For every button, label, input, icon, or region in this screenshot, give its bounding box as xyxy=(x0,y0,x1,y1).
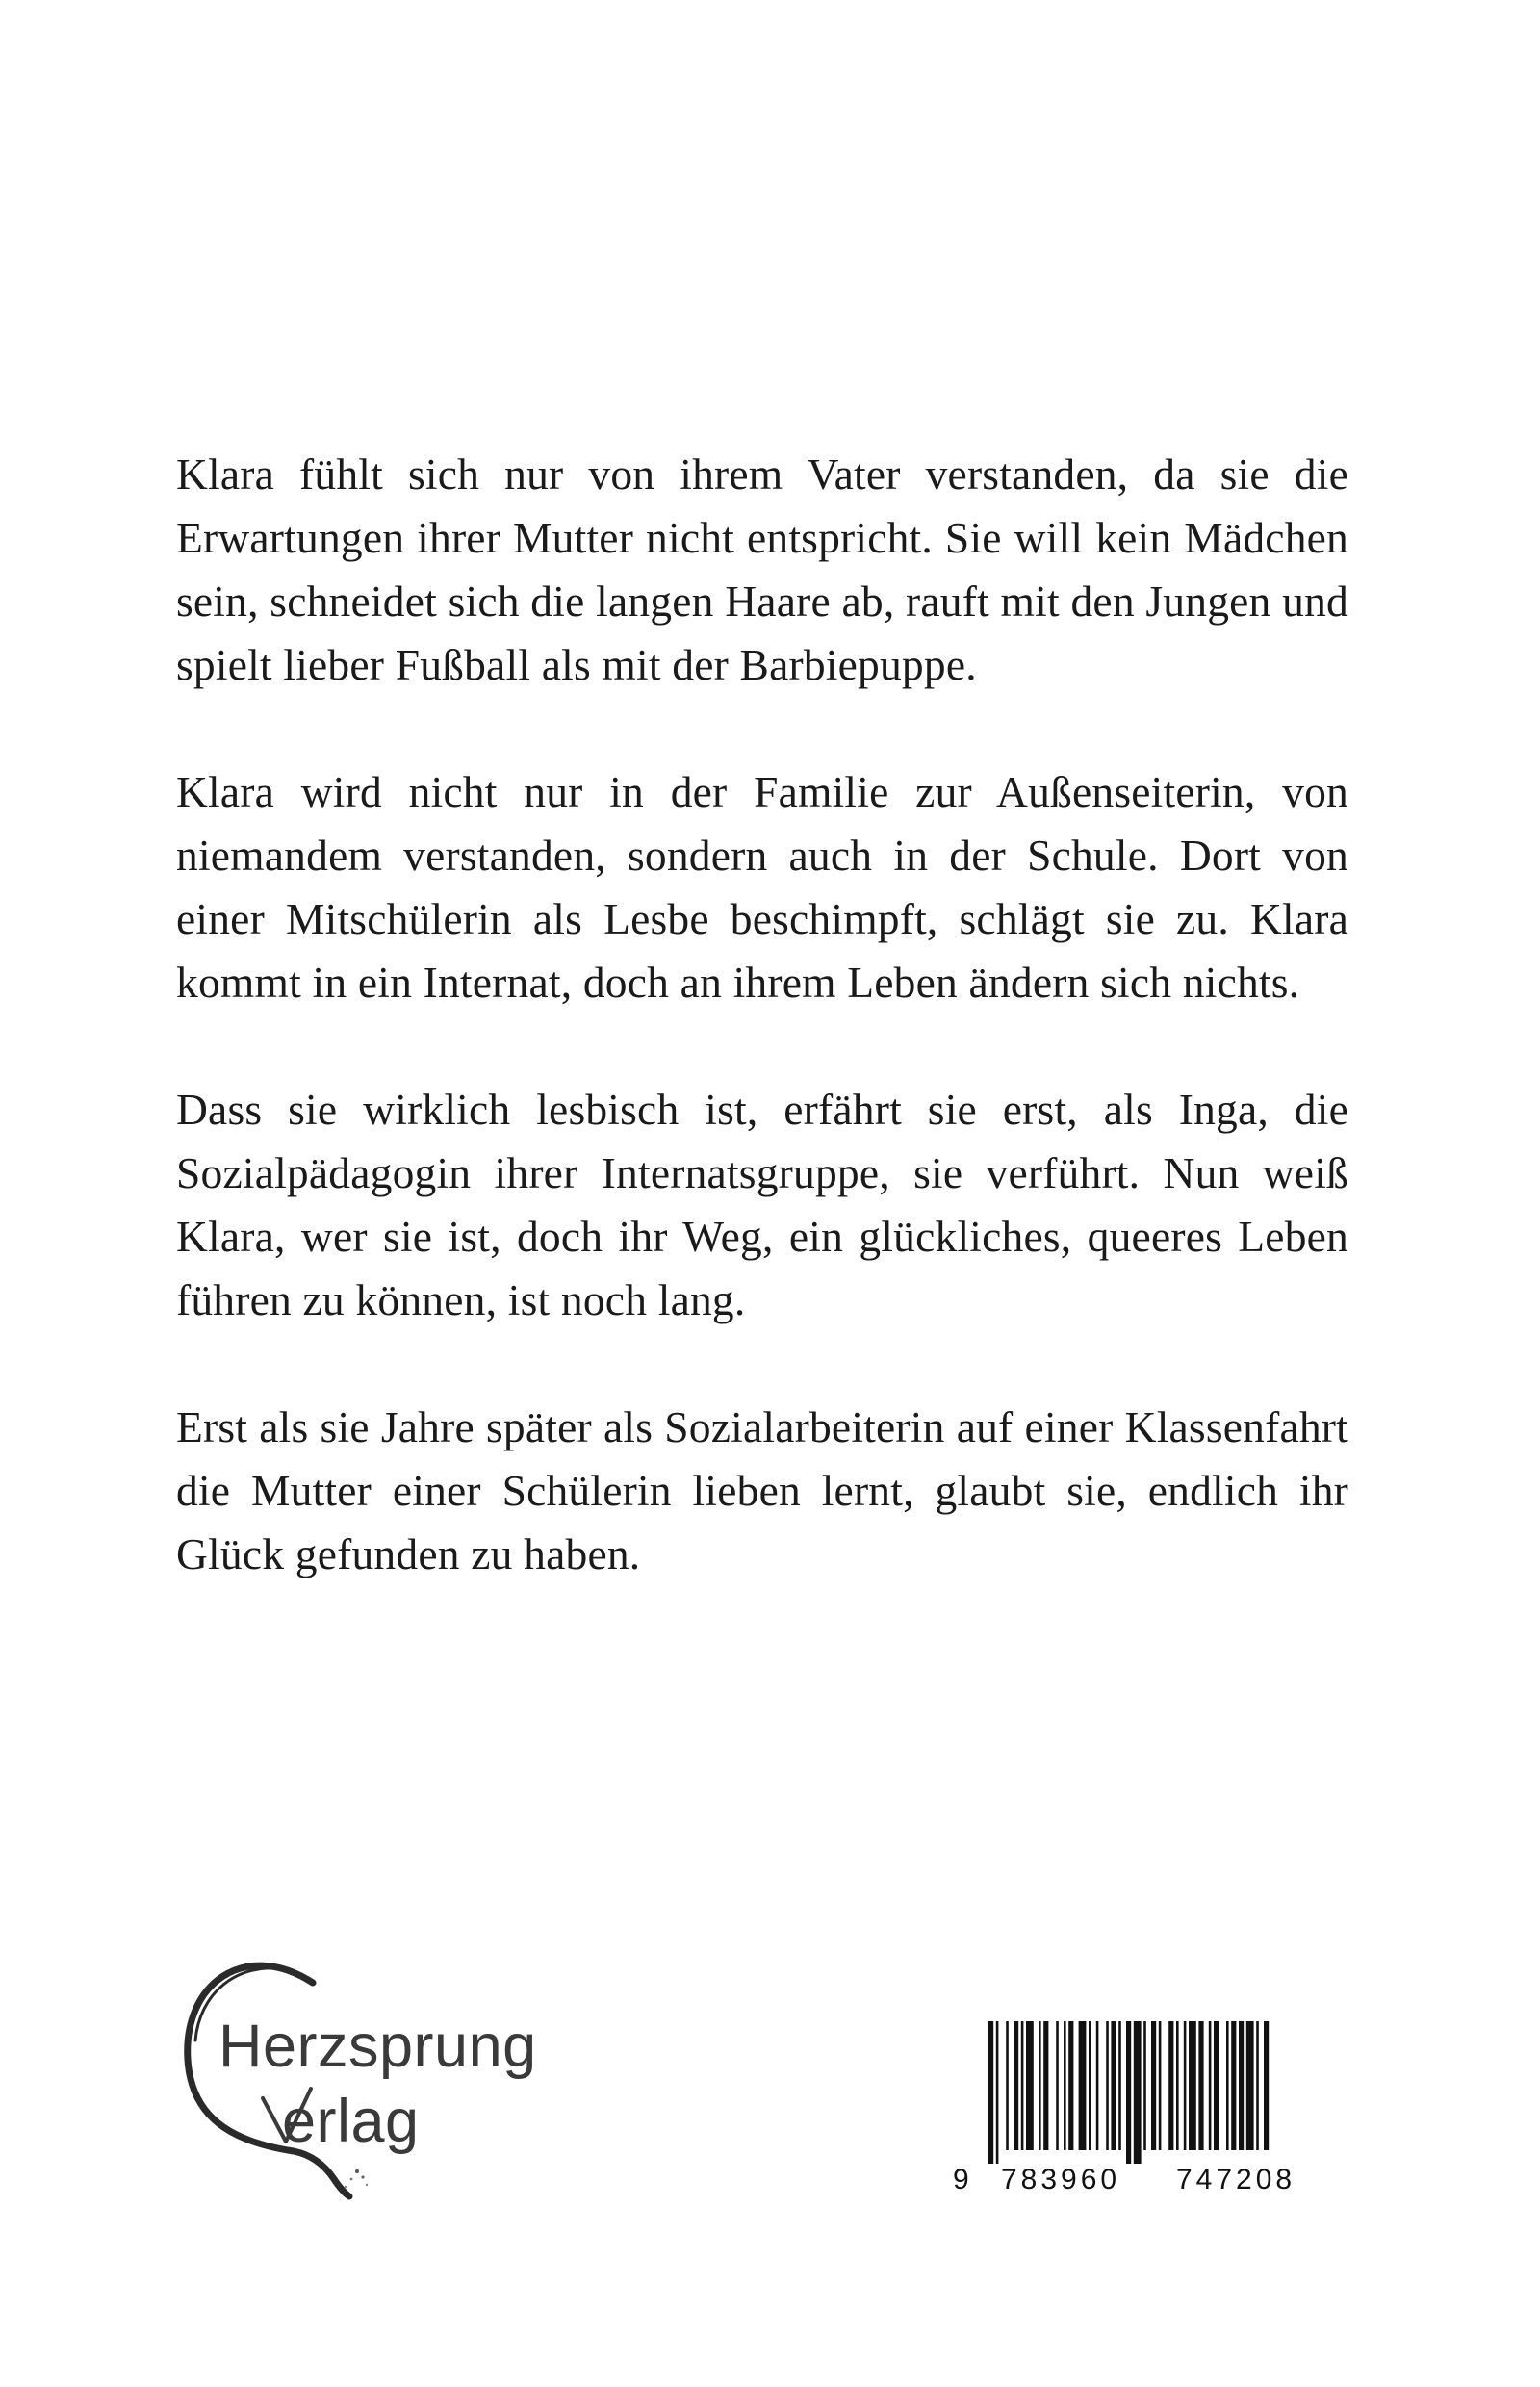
publisher-name-line2: erlag xyxy=(282,2088,420,2155)
publisher-name-line1: Herzsprung xyxy=(218,2013,537,2080)
barcode-right-group: 747208 xyxy=(1176,2164,1296,2195)
blurb-paragraph-2: Klara wird nicht nur in der Familie zur Außenseiterin, von niemandem verstanden, sondern auch in der Schule. Dort von einer Mitschülerin als Lesbe beschimpft, schlägt sie zu. Klara kommt in ein Internat, doch an ihrem Leben ändern sich nichts. xyxy=(176,767,1348,1007)
barcode-bar xyxy=(1256,2021,1259,2150)
barcode-bar xyxy=(1264,2021,1269,2150)
barcode-bar xyxy=(1226,2021,1229,2150)
barcode-bar xyxy=(1014,2021,1018,2150)
barcode-bar xyxy=(1126,2021,1131,2164)
barcode-bar xyxy=(1184,2021,1187,2150)
barcode-bar xyxy=(1231,2021,1236,2150)
barcode-bar xyxy=(1214,2021,1219,2150)
publisher-logo xyxy=(178,1944,563,2204)
barcode-bar xyxy=(1043,2021,1048,2150)
barcode-bar xyxy=(1089,2021,1091,2150)
barcode-bar xyxy=(1064,2021,1066,2150)
barcode-bar xyxy=(1039,2021,1041,2150)
barcode-bar xyxy=(1068,2021,1073,2150)
back-cover-blurb xyxy=(176,443,1348,1650)
barcode-left-group: 783960 xyxy=(1001,2164,1121,2195)
barcode-bar xyxy=(1189,2021,1196,2150)
barcode-bar xyxy=(1026,2021,1034,2150)
barcode-bar xyxy=(1111,2021,1116,2150)
barcode-bar xyxy=(1176,2021,1179,2150)
barcode-bar xyxy=(1056,2021,1059,2150)
barcode-bar xyxy=(1079,2021,1087,2150)
barcode-bar xyxy=(1118,2021,1121,2150)
barcode-bar xyxy=(1021,2021,1024,2150)
barcode-bar xyxy=(1106,2021,1109,2150)
barcode-bar xyxy=(1143,2021,1146,2150)
barcode-bar xyxy=(1198,2021,1203,2150)
barcode-bar xyxy=(1096,2021,1099,2150)
isbn-barcode xyxy=(953,2021,1357,2204)
barcode-bar xyxy=(1159,2021,1162,2150)
barcode-bar xyxy=(1246,2021,1254,2150)
blurb-paragraph-4: Erst als sie Jahre später als Sozialarbeiterin auf einer Klassenfahrt die Mutter einer Schülerin lieben lernt, glaubt sie, endlich ihr Glück gefunden zu haben. xyxy=(176,1402,1348,1578)
barcode-bar xyxy=(1134,2021,1142,2164)
blurb-paragraph-1: Klara fühlt sich nur von ihrem Vater verstanden, da sie die Erwartungen ihrer Mutter nicht entspricht. Sie will kein Mädchen sein, schneidet sich die langen Haare ab, rauft mit den Jungen und spielt lieber Fußball als mit der Barbiepuppe. xyxy=(176,449,1348,689)
blurb-paragraph-3: Dass sie wirklich lesbisch ist, erfährt sie erst, als Inga, die Sozialpädagogin ihrer Internatsgruppe, sie verführt. Nun weiß Klara, wer sie ist, doch ihr Weg, ein glückliches, queeres Leben führen zu können, ist noch lang. xyxy=(176,1085,1348,1324)
barcode-first-digit: 9 xyxy=(953,2164,973,2195)
barcode-bars xyxy=(987,2021,1352,2164)
barcode-bar xyxy=(1006,2021,1009,2150)
barcode-bar xyxy=(1209,2021,1212,2150)
barcode-bar xyxy=(1151,2021,1156,2150)
barcode-bar xyxy=(988,2021,993,2164)
barcode-bar xyxy=(1168,2021,1173,2150)
barcode-bar xyxy=(1239,2021,1244,2150)
barcode-bar xyxy=(996,2021,999,2164)
